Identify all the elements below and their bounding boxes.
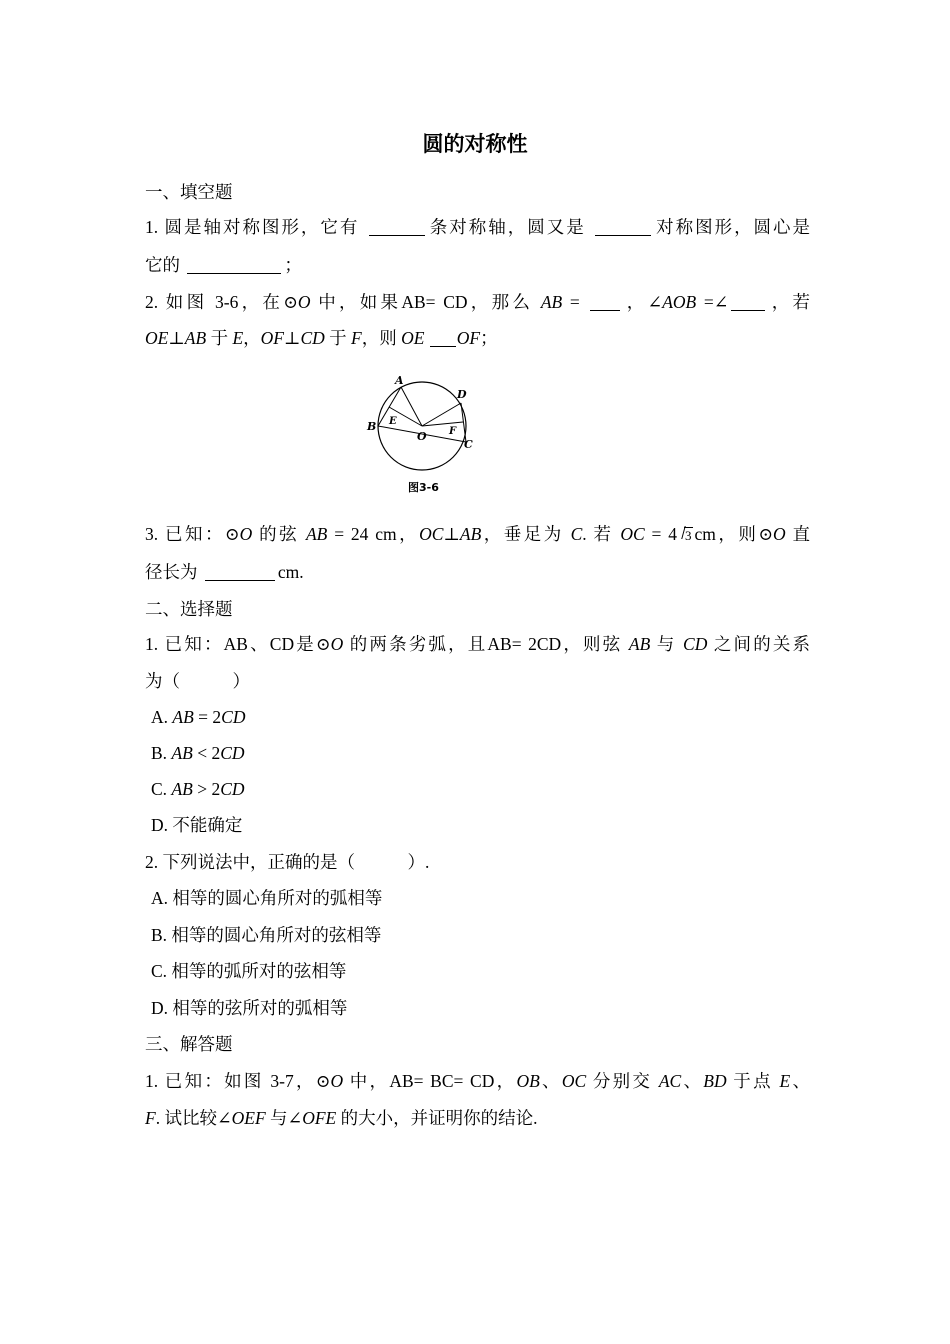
choice-q1-option-d[interactable]: D. 不能确定 [151,815,243,835]
answer-q1-line2: F. 试比较∠OEF 与∠OFE 的大小，并证明你的结论. [145,1108,538,1128]
answer-blank[interactable] [205,562,275,581]
page-title: 圆的对称性 [422,132,528,156]
figure-3-6 [364,370,484,500]
section-heading-answer: 三、解答题 [145,1034,233,1054]
choice-q1-line1: 1. 已知：AB、CD是⊙O 的两条劣弧，且AB= 2CD，则弦 AB 与 CD 之间的关系 [145,634,811,654]
section-heading-fill: 一、填空题 [145,182,233,202]
choice-q2-stem: 2. 下列说法中，正确的是（ ）. [145,852,430,872]
choice-q1-option-c[interactable]: C. AB > 2CD [151,779,245,799]
answer-q1-line1: 1. 已知：如图 3-7，⊙O 中，AB= BC= CD，OB、OC 分别交 AC、BD 于点 E、 [145,1071,811,1091]
label-a: A [395,374,404,387]
choice-q1-option-a[interactable]: A. AB = 2CD [151,707,246,727]
label-d: D [457,388,467,401]
section-heading-choice: 二、选择题 [145,599,233,619]
label-f: F [449,426,457,437]
answer-blank[interactable] [590,292,620,311]
label-b: B [367,420,377,433]
fill-q1-line2: 它的 ； [145,255,302,275]
fill-q2-line1: 2. 如图 3-6，在⊙O 中，如果AB= CD，那么 AB = ，∠AOB =∠ ，若 [145,292,811,312]
choice-q2-option-a[interactable]: A. 相等的圆心角所对的弧相等 [151,888,383,908]
answer-blank[interactable] [595,217,651,236]
figure-caption: 图3-6 [408,481,439,494]
label-c: C [464,438,473,451]
answer-blank[interactable] [731,292,765,311]
sqrt-symbol: 3 [677,523,693,549]
answer-blank[interactable] [369,217,425,236]
fill-q3-line2: 径长为 cm. [145,562,304,582]
answer-blank[interactable] [187,255,281,274]
label-o: O [417,430,427,443]
choice-q1-option-b[interactable]: B. AB < 2CD [151,743,245,763]
label-e: E [389,416,397,427]
fill-q1-line1: 1. 圆是轴对称图形，它有 条对称轴，圆又是 对称图形，圆心是 [145,217,811,237]
answer-blank[interactable] [430,328,456,347]
choice-q2-option-d[interactable]: D. 相等的弦所对的弧相等 [151,998,348,1018]
choice-q1-line2: 为（ ） [145,671,250,691]
fill-q3-line1: 3. 已知：⊙O 的弦 AB = 24 cm，OC⊥AB，垂足为 C. 若 OC = 4 3 cm，则⊙O 直 [145,521,810,549]
choice-q2-option-b[interactable]: B. 相等的圆心角所对的弦相等 [151,925,382,945]
choice-q2-option-c[interactable]: C. 相等的弧所对的弦相等 [151,961,347,981]
fill-q2-line2: OE⊥AB 于 E，OF⊥CD 于 F，则 OE OF； [145,328,498,348]
